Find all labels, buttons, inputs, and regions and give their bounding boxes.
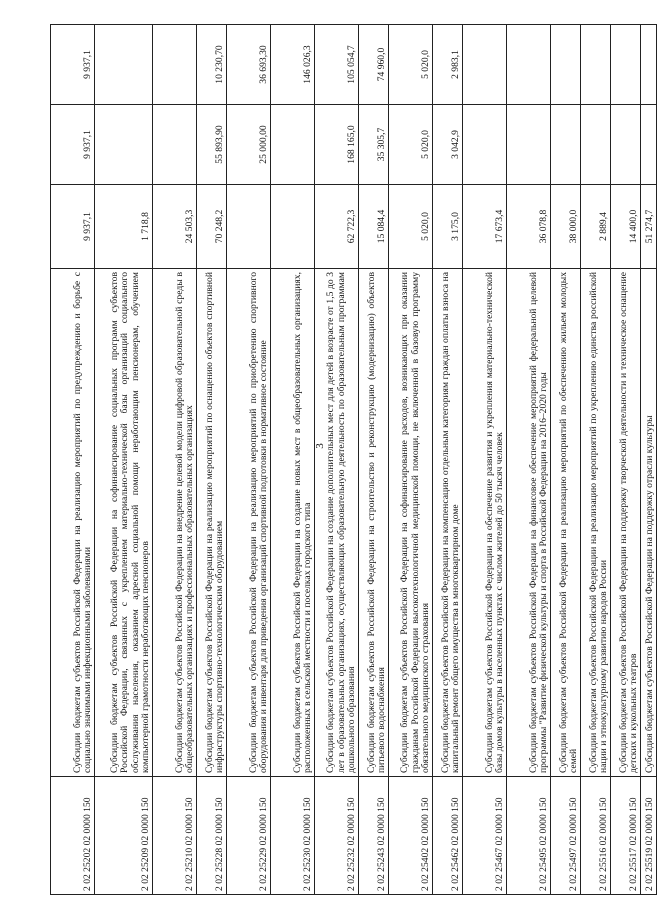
amount-year2-cell [153,105,197,185]
amount-year2-cell [463,105,507,185]
amount-year3-cell [611,25,641,105]
subsidy-name-cell: Субсидии бюджетам субъектов Российской Федерации на софинансирование расходов, возникающих при оказании гражданам Российской Федерации высокотехнологичной медицинской помощи, не включенной в базовую программу обязательного медицинского страхования [389,269,433,777]
table-row [197,25,227,895]
subsidy-name-cell: Субсидии бюджетам субъектов Российской Федерации на создание дополнительных мест для детей в возрасте от 1,5 до 3 лет в образовательных организациях, осуществляющих образовательную деятельность по образовательным программам дошкольного образования [315,269,359,777]
amount-year1-cell: 70 248,2 [197,185,227,269]
budget-code-cell: 2 02 25209 02 0000 150 [95,777,153,895]
amount-year2-cell: 168 165,0 [315,105,359,185]
table-row [551,25,581,895]
table-row [359,25,389,895]
table-row [433,25,463,895]
amount-year3-cell [507,25,551,105]
amount-year3-cell: 2 983,1 [433,25,463,105]
amount-year3-cell: 74 960,0 [359,25,389,105]
amount-year2-cell [581,105,611,185]
amount-year3-cell [153,25,197,105]
budget-code-cell: 2 02 25495 02 0000 150 [507,777,551,895]
amount-year2-cell [551,105,581,185]
table-row [463,25,507,895]
table-row [389,25,433,895]
table-row [227,25,271,895]
table-row [507,25,551,895]
amount-year3-cell: 5 020,0 [389,25,433,105]
amount-year3-cell [641,25,657,105]
amount-year1-cell [271,185,315,269]
table-row [271,25,315,895]
amount-year2-cell [507,105,551,185]
subsidy-name-cell: Субсидии бюджетам субъектов Российской Федерации на реализацию мероприятий по приобретению спортивного оборудования и инвентаря для приведения организаций спортивной подготовки в нормативное состояние [227,269,271,777]
table-row [641,25,657,895]
subsidy-name-cell: Субсидия бюджетам субъектов Российской Федерации на поддержку отрасли культуры [641,269,657,777]
budget-code-cell: 2 02 25229 02 0000 150 [227,777,271,895]
amount-year3-cell: 146 026,3 [271,25,315,105]
amount-year2-cell [95,105,153,185]
amount-year1-cell: 38 000,0 [551,185,581,269]
amount-year2-cell: 5 020,0 [389,105,433,185]
amount-year3-cell: 36 693,30 [227,25,271,105]
subsidy-name-cell: Субсидии бюджетам субъектов Российской Федерации на поддержку творческой деятельности и техническое оснащение детских и кукольных театров [611,269,641,777]
amount-year1-cell: 51 274,7 [641,185,657,269]
amount-year2-cell [641,105,657,185]
amount-year3-cell [551,25,581,105]
subsidy-name-cell: Субсидии бюджетам субъектов Российской Федерации на строительство и реконструкцию (модернизацию) объектов питьевого водоснабжения [359,269,389,777]
amount-year2-cell [271,105,315,185]
amount-year1-cell: 5 020,0 [389,185,433,269]
subsidy-name-cell: Субсидии бюджетам субъектов Российской Федерации на компенсацию отдельным категориям граждан оплаты взноса на капитальный ремонт общего имущества в многоквартирном доме [433,269,463,777]
subsidy-name-cell: Субсидии бюджетам субъектов Российской Федерации на создание новых мест в общеобразовательных организациях, расположенных в сельской местности и поселках городского типа [271,269,315,777]
amount-year1-cell: 2 889,4 [581,185,611,269]
subsidy-table-body [51,25,657,895]
amount-year3-cell [95,25,153,105]
amount-year2-cell: 35 305,7 [359,105,389,185]
amount-year3-cell: 105 054,7 [315,25,359,105]
amount-year1-cell: 9 937,1 [51,185,95,269]
budget-code-cell: 2 02 25230 02 0000 150 [271,777,315,895]
budget-code-cell: 2 02 25516 02 0000 150 [581,777,611,895]
budget-code-cell: 2 02 25517 02 0000 150 [611,777,641,895]
subsidy-name-cell: Субсидии бюджетам субъектов Российской Федерации на обеспечение развития и укрепления материально-технической базы домов культуры в населенных пунктах с числом жителей до 50 тысяч человек [463,269,507,777]
amount-year1-cell: 3 175,0 [433,185,463,269]
amount-year1-cell [227,185,271,269]
budget-code-cell: 2 02 25243 02 0000 150 [359,777,389,895]
budget-code-cell: 2 02 25210 02 0000 150 [153,777,197,895]
subsidy-name-cell: Субсидии бюджетам субъектов Российской Федерации на финансовое обеспечение мероприятий федеральной целевой программы "Развитие физической культуры и спорта в Российской Федерации на 2016–2020 годы [507,269,551,777]
budget-code-cell: 2 02 25228 02 0000 150 [197,777,227,895]
amount-year3-cell [581,25,611,105]
amount-year1-cell: 15 084,4 [359,185,389,269]
amount-year1-cell: 1 718,8 [95,185,153,269]
budget-code-cell: 2 02 25519 02 0000 150 [641,777,657,895]
budget-table-sheet [50,25,656,895]
table-row [51,25,95,895]
amount-year3-cell: 9 937,1 [51,25,95,105]
subsidy-name-cell: Субсидии бюджетам субъектов Российской Федерации на реализацию мероприятий по укреплению единства российской нации и этнокультурному развитию народов России [581,269,611,777]
table-row [95,25,153,895]
subsidy-name-cell: Субсидии бюджетам субъектов Российской Федерации на софинансирование социальных программ субъектов Российской Федерации, связанных с укреплением материально-технической базы организаций социального обслуживания населения, оказанием адресной социальной помощи неработающим пенсионерам, обучением компьютерной грамотности неработающих пенсионеров [95,269,153,777]
amount-year1-cell: 36 078,8 [507,185,551,269]
page-number: 3 [314,443,326,449]
subsidy-name-cell: Субсидии бюджетам субъектов Российской Федерации на реализацию мероприятий по обеспечению жильем молодых семей [551,269,581,777]
amount-year2-cell: 3 042,9 [433,105,463,185]
amount-year2-cell: 9 937,1 [51,105,95,185]
amount-year2-cell: 25 000,00 [227,105,271,185]
table-row [153,25,197,895]
amount-year1-cell: 62 722,3 [315,185,359,269]
table-row [315,25,359,895]
amount-year3-cell: 10 230,70 [197,25,227,105]
budget-code-cell: 2 02 25202 02 0000 150 [51,777,95,895]
subsidy-name-cell: Субсидии бюджетам субъектов Российской Федерации на реализацию мероприятий по оснащению объектов спортивной инфраструктуры спортивно-технологическим оборудованием [197,269,227,777]
budget-code-cell: 2 02 25467 02 0000 150 [463,777,507,895]
table-row [581,25,611,895]
budget-code-cell: 2 02 25232 02 0000 150 [315,777,359,895]
budget-code-cell: 2 02 25497 02 0000 150 [551,777,581,895]
amount-year2-cell: 55 893,90 [197,105,227,185]
amount-year1-cell: 17 673,4 [463,185,507,269]
amount-year2-cell [611,105,641,185]
budget-code-cell: 2 02 25462 02 0000 150 [433,777,463,895]
table-row [611,25,641,895]
subsidy-name-cell: Субсидии бюджетам субъектов Российской Федерации на внедрение целевой модели цифровой образовательной среды в общеобразовательных организациях и профессиональных образовательных организациях [153,269,197,777]
subsidy-table [50,24,657,895]
amount-year1-cell: 14 400,0 [611,185,641,269]
amount-year1-cell: 24 503,3 [153,185,197,269]
amount-year3-cell [463,25,507,105]
subsidy-name-cell: Субсидии бюджетам субъектов Российской Федерации на реализацию мероприятий по предупреждению и борьбе с социально значимыми инфекционными заболеваниями [51,269,95,777]
budget-code-cell: 2 02 25402 02 0000 150 [389,777,433,895]
